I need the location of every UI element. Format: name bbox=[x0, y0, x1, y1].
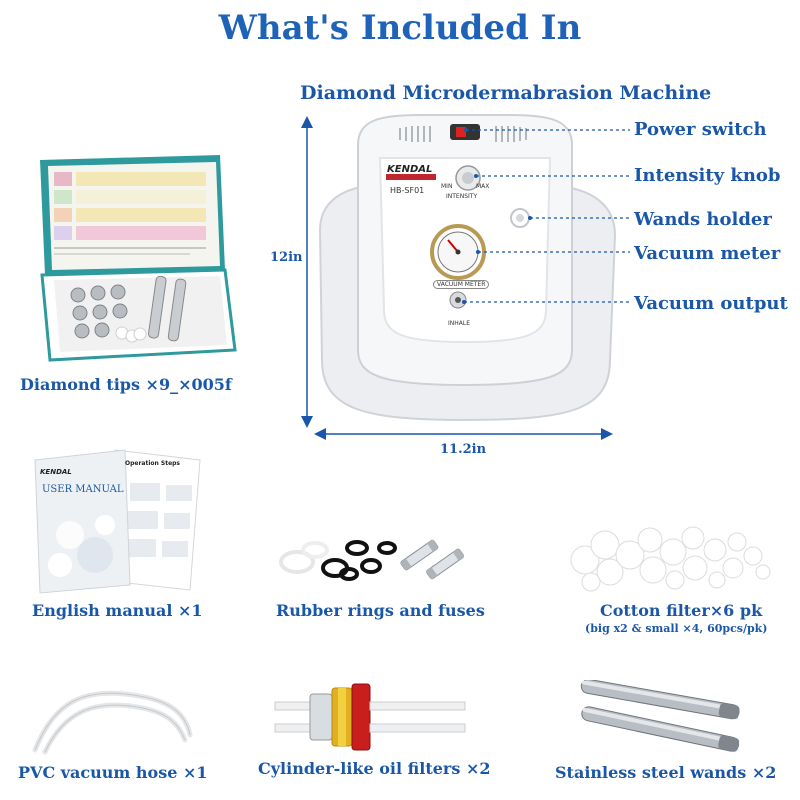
manual-steps-title: Operation Steps bbox=[125, 460, 181, 467]
manual-label: English manual ×1 bbox=[32, 601, 203, 620]
rubber-rings-fuses-image bbox=[275, 520, 475, 590]
height-dimension: 12in bbox=[270, 250, 303, 265]
pvc-hose-image bbox=[25, 680, 205, 755]
cotton-filters-image bbox=[565, 520, 775, 595]
callout-vacuum-output: Vacuum output bbox=[634, 293, 788, 314]
cotton-filter-note: (big x2 & small ×4, 60pcs/pk) bbox=[585, 622, 768, 635]
machine-title: Diamond Microdermabrasion Machine bbox=[300, 82, 712, 104]
width-dimension: 11.2in bbox=[440, 442, 487, 457]
diamond-tips-box-image bbox=[20, 150, 250, 370]
knob-intensity-label: INTENSITY bbox=[446, 193, 478, 200]
callout-vacuum-meter: Vacuum meter bbox=[634, 243, 781, 264]
pvc-hose-label: PVC vacuum hose ×1 bbox=[18, 763, 208, 782]
manual-title: USER MANUAL bbox=[42, 484, 124, 495]
cotton-filter-label: Cotton filter×6 pk bbox=[600, 601, 763, 620]
callout-intensity-knob: Intensity knob bbox=[634, 165, 781, 186]
rings-fuses-label: Rubber rings and fuses bbox=[276, 601, 485, 620]
diamond-tips-label: Diamond tips ×9_×005f bbox=[20, 375, 232, 394]
steel-wands-image bbox=[570, 680, 750, 755]
manual-brand: KENDAL bbox=[40, 468, 72, 476]
oil-filters-image bbox=[270, 680, 470, 755]
page-title: What's Included In bbox=[218, 8, 582, 48]
callout-lines bbox=[450, 120, 640, 320]
callout-wands-holder: Wands holder bbox=[634, 209, 772, 230]
machine-brand: KENDAL bbox=[387, 164, 433, 175]
knob-max-label: MAX bbox=[476, 183, 490, 190]
machine-model: HB-SF01 bbox=[390, 186, 425, 195]
vacuum-meter-panel-label: VACUUM METER bbox=[433, 280, 489, 289]
oil-filters-label: Cylinder-like oil filters ×2 bbox=[258, 759, 491, 778]
callout-power-switch: Power switch bbox=[634, 119, 767, 140]
knob-min-label: MIN bbox=[441, 183, 453, 190]
inhale-label: INHALE bbox=[448, 320, 471, 327]
steel-wands-label: Stainless steel wands ×2 bbox=[555, 763, 777, 782]
